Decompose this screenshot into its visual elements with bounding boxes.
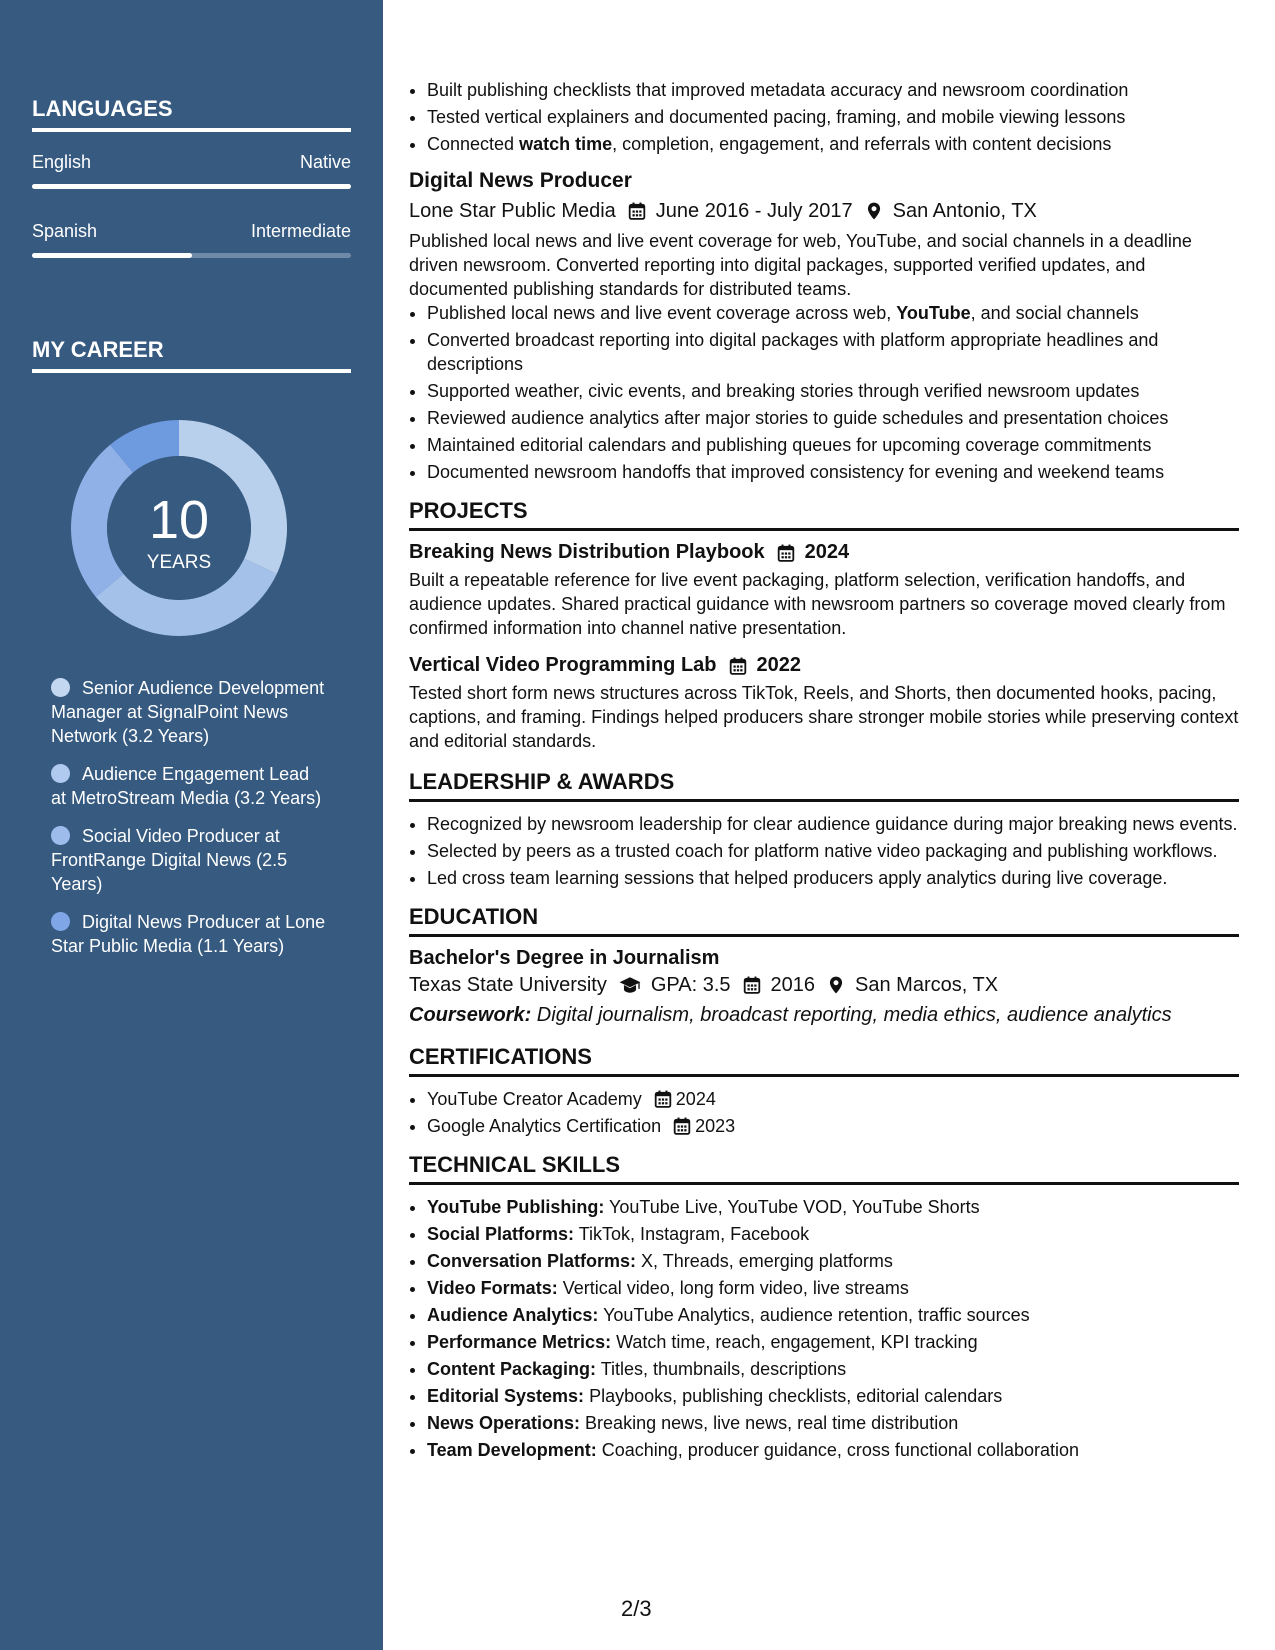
- graduation-year: 2016: [770, 974, 816, 996]
- bullet-text: Tested vertical explainers and documented pacing, framing, and mobile viewing lessons: [427, 107, 1126, 127]
- skill-item: [427, 1384, 1239, 1408]
- leadership-heading: LEADERSHIP & AWARDS: [409, 769, 1239, 802]
- page-number: 2/3: [621, 1596, 652, 1621]
- calendar-icon: [673, 1117, 691, 1135]
- career-total-unit: YEARS: [146, 552, 212, 573]
- career-item-text: Audience Engagement Lead at MetroStream Media (3.2 Years): [51, 764, 322, 808]
- legend-dot: [51, 826, 70, 845]
- bullet-text: Documented newsroom handoffs that improved consistency for evening and weekend teams: [427, 462, 1165, 482]
- career-item-text: Social Video Producer at FrontRange Digital News (2.5 Years): [51, 826, 288, 894]
- skill-label: Performance Metrics:: [427, 1332, 612, 1352]
- language-level: Native: [299, 152, 351, 172]
- career-legend: [51, 676, 326, 972]
- bullet-text: Connected: [427, 134, 520, 154]
- skill-value: Vertical video, long form video, live streams: [557, 1278, 909, 1298]
- skill-item: [427, 1357, 1239, 1381]
- school-location: San Marcos, TX: [855, 974, 999, 996]
- education-heading: EDUCATION: [409, 904, 1239, 937]
- language-bar-fill: [32, 253, 192, 258]
- skill-item: [427, 1276, 1239, 1300]
- bullet-text: Converted broadcast reporting into digital packages with platform appropriate headlines and descriptions: [427, 330, 1159, 374]
- language-bar-english: [32, 184, 351, 189]
- bullet-text: Published local news and live event coverage across web,: [427, 303, 897, 323]
- skill-value: YouTube Live, YouTube VOD, YouTube Shorts: [604, 1197, 980, 1217]
- language-row-spanish: [32, 221, 351, 242]
- certification-year: 2023: [695, 1116, 736, 1136]
- skill-value: Playbooks, publishing checklists, editorial calendars: [584, 1386, 1003, 1406]
- bullet: [427, 105, 1239, 129]
- skill-value: Titles, thumbnails, descriptions: [596, 1359, 847, 1379]
- language-level: Intermediate: [250, 221, 351, 241]
- job-description: Published local news and live event coverage for web, YouTube, and social channels in a deadline driven newsroom. Converted reporting into digital packages, supported verified updates, and documented publishing standards for distributed teams.: [409, 231, 1192, 299]
- leadership-list: [409, 812, 1239, 890]
- skill-label: YouTube Publishing:: [427, 1197, 605, 1217]
- career-item: [51, 910, 326, 958]
- project-year: 2022: [756, 654, 801, 676]
- language-row-english: [32, 152, 351, 173]
- degree: Bachelor's Degree in Journalism: [409, 947, 720, 969]
- skill-label: News Operations:: [427, 1413, 581, 1433]
- project-description: Tested short form news structures across TikTok, Reels, and Shorts, then documented hooks, pacing, captions, and framing. Findings helped producers share stronger mobile stories while preserving context and editorial standards.: [409, 683, 1239, 751]
- skill-label: Editorial Systems:: [427, 1386, 585, 1406]
- job-dates: June 2016 - July 2017: [655, 200, 853, 222]
- calendar-icon: [628, 202, 646, 220]
- calendar-icon: [777, 544, 795, 562]
- graduation-cap-icon: [619, 976, 641, 994]
- coursework-label: Coursework:: [409, 1004, 532, 1026]
- bullet: [427, 433, 1239, 457]
- career-donut-chart: [66, 415, 292, 641]
- certification-item: [427, 1087, 1239, 1111]
- language-name: Spanish: [32, 221, 98, 241]
- project-year: 2024: [804, 541, 850, 563]
- job-meta: [409, 197, 1239, 225]
- education-entry: [409, 947, 1239, 1030]
- skill-value: YouTube Analytics, audience retention, traffic sources: [598, 1305, 1030, 1325]
- bullet: [427, 78, 1239, 102]
- skill-item: [427, 1330, 1239, 1354]
- language-bar-spanish: [32, 253, 351, 258]
- previous-job-bullets: [409, 78, 1239, 156]
- skill-item: [427, 1303, 1239, 1327]
- project-title-row: [409, 541, 1239, 564]
- skill-value: TikTok, Instagram, Facebook: [574, 1224, 810, 1244]
- career-item-text: Digital News Producer at Lone Star Public Media (1.1 Years): [51, 912, 326, 956]
- certifications-list: [409, 1087, 1239, 1138]
- skill-value: Watch time, reach, engagement, KPI tracking: [611, 1332, 978, 1352]
- bullet-text: Maintained editorial calendars and publishing queues for upcoming coverage commitments: [427, 435, 1152, 455]
- bullet-text: Reviewed audience analytics after major stories to guide schedules and presentation choices: [427, 408, 1169, 428]
- certification-year: 2024: [675, 1089, 716, 1109]
- main-content: [409, 78, 1239, 1465]
- coursework-text: Digital journalism, broadcast reporting, media ethics, audience analytics: [531, 1004, 1172, 1026]
- bullet: [427, 328, 1239, 376]
- languages-heading: LANGUAGES: [32, 96, 351, 132]
- gpa: GPA: 3.5: [650, 974, 731, 996]
- legend-dot: [51, 764, 70, 783]
- certifications-heading: CERTIFICATIONS: [409, 1044, 1239, 1077]
- bullet-text: Supported weather, civic events, and breaking stories through verified newsroom updates: [427, 381, 1140, 401]
- bullet: [427, 460, 1239, 484]
- skill-label: Team Development:: [427, 1440, 597, 1460]
- career-item: [51, 762, 326, 810]
- location-pin-icon: [827, 976, 845, 994]
- skills-list: [409, 1195, 1239, 1462]
- job-company: Lone Star Public Media: [409, 200, 616, 222]
- career-total-years: 10: [148, 490, 210, 550]
- career-item-text: Senior Audience Development Manager at SignalPoint News Network (3.2 Years): [51, 678, 325, 746]
- skill-value: Coaching, producer guidance, cross functional collaboration: [596, 1440, 1080, 1460]
- calendar-icon: [729, 657, 747, 675]
- skill-label: Content Packaging:: [427, 1359, 597, 1379]
- career-item: [51, 676, 326, 748]
- bullet: [427, 132, 1239, 156]
- career-item: [51, 824, 326, 896]
- skill-item: [427, 1411, 1239, 1435]
- bullet-emphasis: watch time: [519, 134, 613, 154]
- job-title: Digital News Producer: [409, 169, 632, 192]
- project-title-row: [409, 654, 1239, 677]
- skill-value: Breaking news, live news, real time distribution: [580, 1413, 959, 1433]
- school-name: Texas State University: [409, 974, 607, 996]
- calendar-icon: [654, 1090, 672, 1108]
- project-title: Breaking News Distribution Playbook: [409, 541, 765, 563]
- legend-dot: [51, 678, 70, 697]
- bullet-text: , completion, engagement, and referrals with content decisions: [612, 134, 1112, 154]
- skill-value: X, Threads, emerging platforms: [636, 1251, 893, 1271]
- skill-item: [427, 1438, 1239, 1462]
- project-title: Vertical Video Programming Lab: [409, 654, 717, 676]
- location-pin-icon: [865, 202, 883, 220]
- leadership-item: • Recognized by newsroom leadership for clear audience guidance during major breaking news events.: [427, 812, 1239, 836]
- calendar-icon: [743, 976, 761, 994]
- skill-label: Conversation Platforms:: [427, 1251, 637, 1271]
- career-heading: MY CAREER: [32, 337, 351, 373]
- bullet-emphasis: YouTube: [896, 303, 971, 323]
- education-meta: [409, 970, 1239, 1000]
- certification-name: • YouTube Creator Academy: [427, 1089, 642, 1109]
- certification-name: • Google Analytics Certification: [427, 1116, 662, 1136]
- skill-label: Video Formats:: [427, 1278, 558, 1298]
- leadership-item: • Selected by peers as a trusted coach for platform native video packaging and publishing workflows.: [427, 839, 1239, 863]
- skill-label: Audience Analytics:: [427, 1305, 599, 1325]
- bullet: [427, 379, 1239, 403]
- job-bullets: [409, 301, 1239, 484]
- bullet-text: , and social channels: [970, 303, 1139, 323]
- bullet: [427, 406, 1239, 430]
- job-location: San Antonio, TX: [892, 200, 1037, 222]
- skill-item: [427, 1249, 1239, 1273]
- projects-list: [409, 541, 1239, 753]
- certification-item: [427, 1114, 1239, 1138]
- skill-label: Social Platforms:: [427, 1224, 575, 1244]
- legend-dot: [51, 912, 70, 931]
- skill-item: [427, 1195, 1239, 1219]
- skill-item: [427, 1222, 1239, 1246]
- coursework: [409, 1000, 1239, 1030]
- projects-heading: PROJECTS: [409, 498, 1239, 531]
- language-name: English: [32, 152, 92, 172]
- sidebar: [0, 0, 383, 1650]
- language-bar-fill: [32, 184, 351, 189]
- project-description: Built a repeatable reference for live event packaging, platform selection, verification handoffs, and audience updates. Shared practical guidance with newsroom partners so coverage moved clearly from confirmed information into channel native presentation.: [409, 570, 1226, 638]
- technical-skills-heading: TECHNICAL SKILLS: [409, 1152, 1239, 1185]
- bullet: [427, 301, 1239, 325]
- bullet-text: Built publishing checklists that improved metadata accuracy and newsroom coordination: [427, 80, 1129, 100]
- leadership-item: • Led cross team learning sessions that helped producers apply analytics during live coverage.: [427, 866, 1239, 890]
